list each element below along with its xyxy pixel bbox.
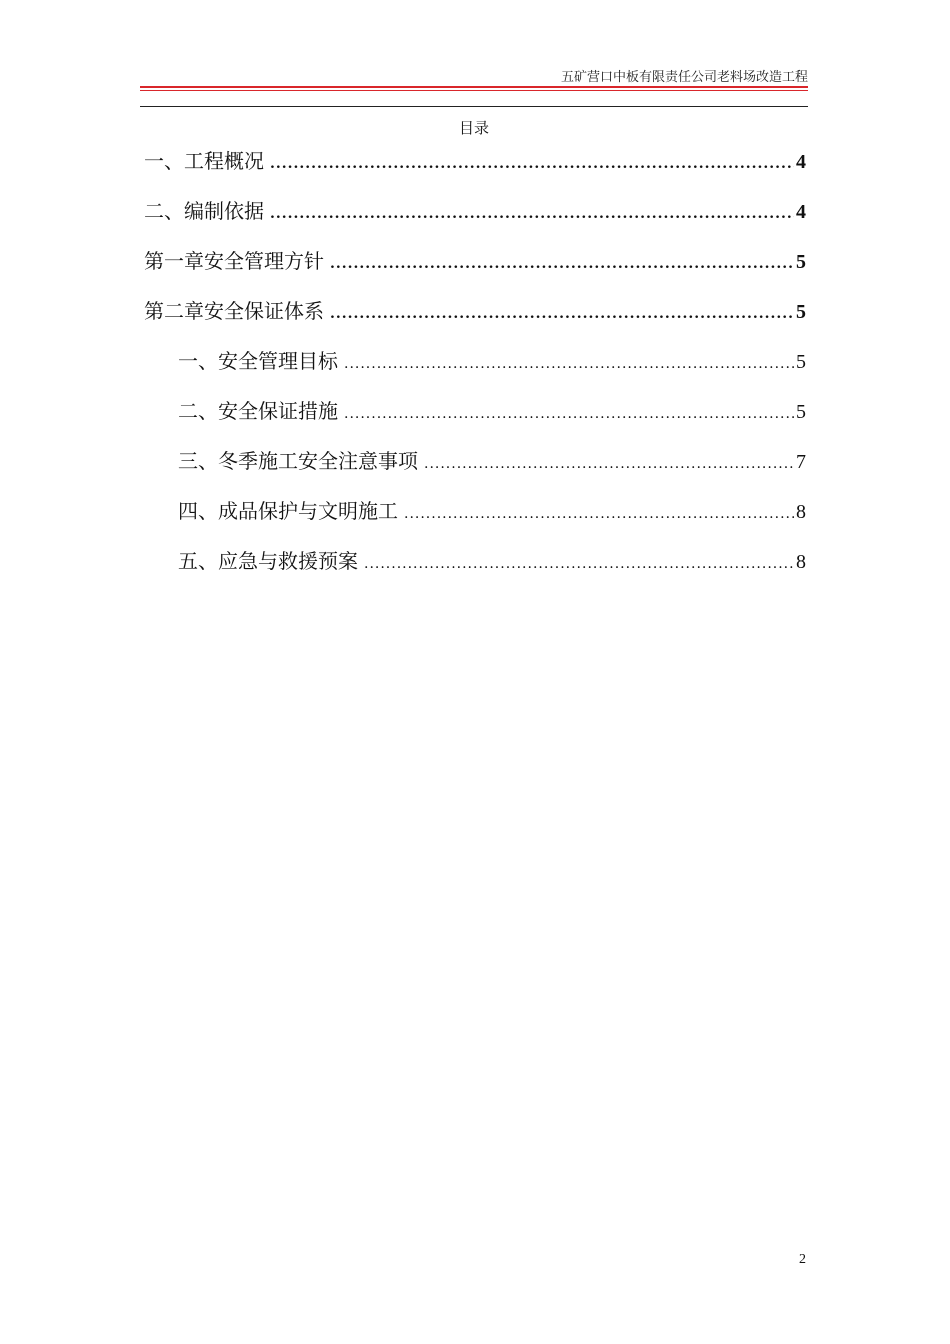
toc-leader-dots [344,351,794,377]
page-number: 2 [799,1252,806,1267]
toc-leader-dots [330,251,794,277]
toc-entry-page: 4 [796,201,806,223]
toc-leader-dots [424,451,794,477]
toc-entry-page: 5 [796,251,806,273]
toc-entry-page: 5 [796,401,806,423]
toc-entry[interactable] [144,398,806,448]
toc-entry-label: 四、成品保护与文明施工 [178,499,398,523]
toc-leader-dots [364,551,794,577]
toc-entry-page: 5 [796,351,806,373]
toc-entry[interactable] [144,498,806,548]
table-of-contents [144,148,806,598]
toc-entry-label: 第一章安全管理方针 [144,249,324,273]
toc-entry[interactable] [144,348,806,398]
toc-entry-label: 二、编制依据 [144,199,264,223]
toc-entry[interactable] [144,248,806,298]
toc-entry-page: 8 [796,551,806,573]
toc-entry-label: 第二章安全保证体系 [144,299,324,323]
header-black-rule [140,106,808,107]
toc-leader-dots [270,201,794,227]
toc-entry-label: 三、冬季施工安全注意事项 [178,449,418,473]
toc-entry-page: 4 [796,151,806,173]
running-header: 五矿营口中板有限责任公司老料场改造工程 [560,70,808,85]
toc-entry[interactable] [144,448,806,498]
toc-entry[interactable] [144,548,806,598]
toc-entry-label: 一、工程概况 [144,149,264,173]
header-red-rule-bottom [140,90,808,91]
toc-entry[interactable] [144,298,806,348]
header-red-rule-top [140,86,808,88]
toc-entry-label: 五、应急与救援预案 [178,549,358,573]
toc-leader-dots [344,401,794,427]
toc-leader-dots [270,151,794,177]
toc-entry[interactable] [144,198,806,248]
toc-entry-page: 7 [796,451,806,473]
toc-leader-dots [330,301,794,327]
toc-leader-dots [404,501,794,527]
toc-entry-label: 一、安全管理目标 [178,349,338,373]
toc-entry-page: 8 [796,501,806,523]
toc-entry-page: 5 [796,301,806,323]
toc-entry-label: 二、安全保证措施 [178,399,338,423]
toc-title: 目录 [458,119,489,137]
toc-entry[interactable] [144,148,806,198]
